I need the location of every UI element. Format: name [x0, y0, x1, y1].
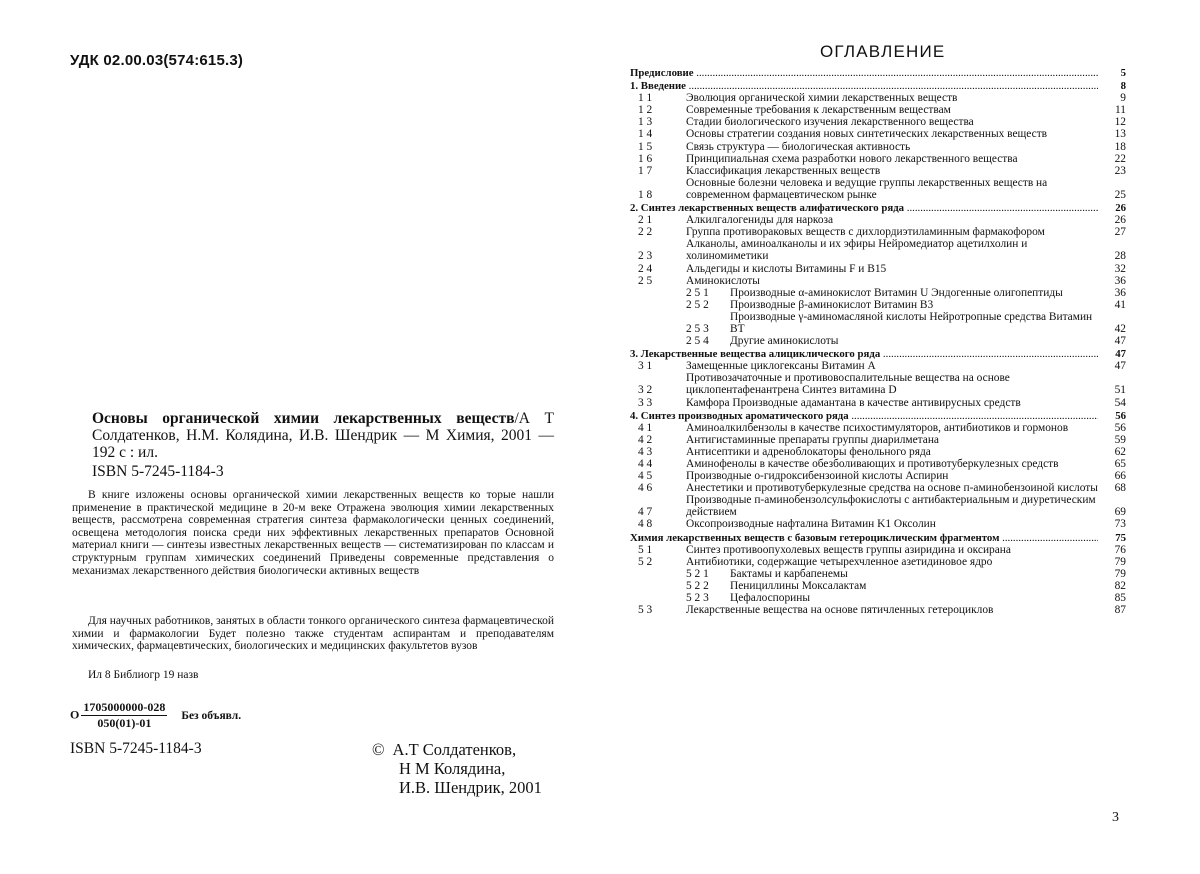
toc-entry-title: Связь структура — биологическая активность [686, 140, 911, 153]
toc-entry [630, 153, 1126, 165]
toc-entry-number: 2 5 3 [686, 322, 709, 335]
toc-entry [630, 226, 1126, 238]
toc-entry [630, 458, 1126, 470]
toc-entry-page: 73 [1114, 518, 1126, 531]
copyright-block [372, 740, 542, 797]
toc-entry-title: Лекарственные вещества на основе пятичленных гетероциклов [686, 604, 994, 617]
copyright-line-1: А.Т Солдатенков, [392, 740, 517, 759]
annotation-paragraph-2: Для научных работников, занятых в области тонкого органического синтеза фармацевтической химии и фармакологии Будет полезно также студентам аспирантам и преподавателям химических, фармацевтических, биологических и медицинских факультетов вузов [72, 615, 554, 653]
book-authors-publisher: /А Т Солдатенков, Н.М. Колядина, И.В. Шендрик — М Химия, 2001 — 192 с : ил. [92, 410, 554, 461]
toc-entry-title: Антисептики и адреноблокаторы фенольного ряда [686, 445, 931, 458]
toc-entry-number: 5 2 1 [686, 567, 709, 580]
bibliographic-record [92, 410, 554, 480]
toc-entry [630, 470, 1126, 482]
toc-entry-title: Производные β-аминокислот Витамин B3 [730, 298, 934, 311]
toc-entry-page: 5 [1120, 67, 1126, 79]
toc-entry-number: 4 6 [638, 482, 653, 495]
toc-entry [630, 372, 1126, 396]
toc-entry [630, 446, 1126, 458]
toc-entry-page: 9 [1120, 92, 1126, 105]
toc-entry-page: 75 [1115, 531, 1126, 544]
toc-entry-page: 12 [1114, 116, 1126, 129]
toc-entry-title: Алкилгалогениды для наркоза [686, 214, 834, 227]
toc-entry-title: Производные γ-аминомасляной кислоты Нейротропные средства Витамин BT [730, 310, 1093, 335]
toc-entry-page: 26 [1114, 214, 1126, 227]
code-denominator: 050(01)-01 [97, 716, 152, 730]
toc-entry [630, 202, 1126, 214]
book-title: Основы органической химии лекарственных веществ [92, 410, 515, 427]
toc-entry-number: 2 3 [638, 250, 653, 263]
toc-entry [630, 410, 1126, 422]
toc-entry-number: 3 1 [638, 360, 653, 373]
toc-entry-title: Антигистаминные препараты группы диарилметана [686, 433, 939, 446]
toc-entry [630, 177, 1126, 201]
toc-entry-page: 13 [1114, 128, 1126, 141]
toc-entry-number: 1 2 [638, 104, 653, 117]
toc-entry-number: 5 3 [638, 604, 653, 617]
toc-entry-number: 1 8 [638, 188, 653, 201]
toc-entry-title: Аминокислоты [686, 274, 760, 287]
toc-entry-number: 4 2 [638, 433, 653, 446]
publisher-code [70, 700, 241, 731]
toc-entry-page: 66 [1114, 470, 1126, 483]
toc-entry-title: Пенициллины Моксалактам [730, 579, 867, 592]
toc-entry-page: 56 [1115, 409, 1126, 422]
toc-entry-title: Анестетики и противотуберкулезные средства на основе п-аминобензоиной кислоты [686, 482, 1098, 495]
illustrations-count: Ил 8 Библиогр 19 назв [88, 669, 199, 681]
toc-entry [630, 238, 1126, 262]
table-of-contents [630, 66, 1126, 616]
toc-entry-number: 4 8 [638, 518, 653, 531]
toc-entry-number: 2 5 [638, 274, 653, 287]
toc-entry-number: 4 3 [638, 445, 653, 458]
copyright-line-3: И.В. Шендрик, 2001 [399, 778, 542, 797]
toc-entry-title: Основные болезни человека и ведущие группы лекарственных веществ на современном фармацевтическом рынке [686, 176, 1048, 201]
toc-entry-page: 25 [1114, 188, 1126, 201]
toc-entry-page: 62 [1114, 445, 1126, 458]
toc-entry-page: 59 [1114, 433, 1126, 446]
toc-entry [630, 348, 1126, 360]
toc-entry [630, 311, 1126, 335]
toc-entry [630, 544, 1126, 556]
udc-code: УДК 02.00.03(574:615.3) [70, 52, 244, 69]
toc-entry-title: 3. Лекарственные вещества алициклического ряда ..... [630, 348, 1098, 360]
toc-entry-page: 69 [1114, 506, 1126, 519]
toc-entry-title: Производные о-гидроксибензоиной кислоты Аспирин [686, 470, 949, 483]
toc-entry [630, 592, 1126, 604]
toc-entry [630, 80, 1126, 92]
toc-entry-number: 4 7 [638, 506, 653, 519]
toc-entry-title: Аминофенолы в качестве обезболивающих и противотуберкулезных средств [686, 458, 1059, 470]
toc-entry [630, 518, 1126, 530]
code-prefix: О [70, 707, 80, 722]
toc-entry-title: Эволюция органической химии лекарственных веществ [686, 92, 958, 105]
toc-entry [630, 214, 1126, 226]
toc-entry-page: 47 [1114, 335, 1126, 348]
toc-entry-number: 1 1 [638, 92, 653, 105]
toc-entry-title: 2. Синтез лекарственных веществ алифатического ряда ..... [630, 202, 1098, 214]
toc-entry-title: Производные α-аминокислот Витамин U Эндогенные олигопептиды [730, 286, 1063, 299]
toc-entry-number: 2 5 4 [686, 335, 709, 348]
toc-entry-page: 36 [1114, 286, 1126, 299]
toc-entry-number: 1 5 [638, 140, 653, 153]
toc-entry [630, 434, 1126, 446]
toc-entry-page: 36 [1114, 274, 1126, 287]
toc-entry-page: 47 [1115, 348, 1126, 361]
toc-entry-page: 68 [1114, 482, 1126, 495]
page-number: 3 [1112, 810, 1119, 825]
toc-entry-page: 65 [1114, 458, 1126, 470]
toc-entry-page: 87 [1114, 604, 1126, 617]
toc-entry-number: 5 2 2 [686, 579, 709, 592]
toc-entry-title: Камфора Производные адамантана в качестве антивирусных средств [686, 396, 1021, 409]
toc-entry [630, 397, 1126, 409]
toc-entry [630, 494, 1126, 518]
toc-entry-page: 32 [1114, 262, 1126, 275]
toc-entry-number: 5 2 [638, 555, 653, 568]
toc-entry [630, 580, 1126, 592]
toc-entry-page: 18 [1114, 140, 1126, 153]
toc-entry-page: 76 [1114, 543, 1126, 556]
toc-entry-page: 82 [1114, 579, 1126, 592]
code-fraction [81, 700, 167, 731]
toc-entry-title: Цефалоспорины [730, 592, 811, 605]
toc-entry-title: Стадии биологического изучения лекарственного вещества [686, 116, 974, 129]
toc-entry-number: 4 5 [638, 470, 653, 483]
toc-entry-number: 4 1 [638, 421, 653, 434]
isbn-bottom: ISBN 5-7245-1184-3 [70, 740, 202, 757]
toc-entry-page: 54 [1114, 396, 1126, 409]
toc-entry-title: Аминоалкилбензолы в качестве психостимуляторов, антибиотиков и гормонов [686, 421, 1069, 434]
toc-entry [630, 532, 1126, 544]
toc-entry-page: 11 [1115, 104, 1126, 117]
toc-entry-page: 79 [1114, 555, 1126, 568]
toc-entry [630, 116, 1126, 128]
toc-entry-number: 1 3 [638, 116, 653, 129]
toc-entry-page: 23 [1114, 164, 1126, 177]
copyright-symbol: © [372, 740, 385, 759]
toc-entry-page: 28 [1114, 250, 1126, 263]
toc-entry-title: Алканолы, аминоалканолы и их эфиры Нейромедиатор ацетилхолин и холиномиметики [686, 238, 1028, 263]
toc-entry [630, 275, 1126, 287]
toc-entry [630, 335, 1126, 347]
toc-entry-title: Производные п-аминобензолсульфокислоты с антибактериальным и диуретическим действием [686, 494, 1096, 519]
toc-entry-title: Другие аминокислоты [730, 335, 839, 348]
toc-entry-title: Антибиотики, содержащие четырехчленное азетидиновое ядро [686, 555, 993, 568]
toc-entry-title: Бактамы и карбапенемы [730, 567, 848, 580]
toc-entry-number: 1 6 [638, 152, 653, 165]
toc-entry-number: 1 4 [638, 128, 653, 141]
toc-entry-number: 3 3 [638, 396, 653, 409]
toc-entry-number: 2 1 [638, 214, 653, 227]
code-numerator: 1705000000-028 [83, 700, 166, 714]
code-note: Без объявл. [181, 709, 242, 722]
toc-entry [630, 104, 1126, 116]
toc-entry [630, 422, 1126, 434]
toc-title: ОГЛАВЛЕНИЕ [820, 42, 946, 61]
toc-entry-page: 56 [1114, 421, 1126, 434]
toc-entry [630, 604, 1126, 616]
toc-entry-page: 8 [1120, 80, 1126, 93]
annotation-paragraph-1: В книге изложены основы органической химии лекарственных веществ ко торые нашли применение в практической медицине в 20-м веке Отражена эволюция химии лекарственных веществ, рассмотрена современная стратегия синтеза фармакологически ценных соединений, освещена методология поиска среди них эффективных лекарственных препаратов Основной материал книги — синтезы известных лекарственных веществ — систематизирован по классам и структурным группам химических соединений Приведены современные представления о механизмах лекарственного действия биологически активных веществ [72, 489, 554, 577]
toc-entry-title: Современные требования к лекарственным веществам [686, 104, 951, 117]
toc-entry [630, 299, 1126, 311]
toc-entry-page: 26 [1115, 202, 1126, 215]
toc-entry-title: Альдегиды и кислоты Витамины F и B15 [686, 262, 887, 275]
toc-entry-number: 2 5 2 [686, 298, 709, 311]
toc-entry-title: 4. Синтез производных ароматического ряда ..... [630, 410, 1098, 422]
toc-entry [630, 165, 1126, 177]
toc-entry-number: 2 5 1 [686, 286, 709, 299]
toc-entry-page: 42 [1114, 322, 1126, 335]
isbn-record: ISBN 5-7245-1184-3 [92, 463, 224, 480]
toc-entry-page: 79 [1114, 567, 1126, 580]
toc-entry [630, 263, 1126, 275]
toc-entry-title: Противозачаточные и противовоспалительные вещества на основе циклопентафенантрена Синтез витамина D [686, 372, 1010, 397]
toc-entry-number: 5 2 3 [686, 592, 709, 605]
toc-entry [630, 67, 1126, 79]
toc-entry-page: 51 [1114, 384, 1126, 397]
toc-entry [630, 287, 1126, 299]
toc-entry-title: Основы стратегии создания новых синтетических лекарственных веществ [686, 128, 1048, 141]
toc-entry-page: 85 [1114, 592, 1126, 605]
toc-entry-title: Предисловие ..... [630, 67, 1098, 79]
toc-entry-page: 47 [1114, 360, 1126, 373]
toc-entry-title: Принципиальная схема разработки нового лекарственного вещества [686, 152, 1018, 165]
toc-entry-page: 41 [1114, 298, 1126, 311]
toc-entry [630, 482, 1126, 494]
toc-entry-page: 22 [1114, 152, 1126, 165]
toc-entry-title: Синтез противоопухолевых веществ группы азиридина и оксирана [686, 543, 1011, 556]
toc-entry-title: Классификация лекарственных веществ [686, 164, 881, 177]
toc-entry-title: 1. Введение ..... [630, 80, 1098, 92]
toc-entry-number: 5 1 [638, 543, 653, 556]
toc-entry-title: Группа противораковых веществ с дихлордиэтиламинным фармакофором [686, 226, 1045, 239]
toc-entry [630, 360, 1126, 372]
toc-entry-title: Химия лекарственных веществ с базовым гетероциклическим фрагментом ..... [630, 532, 1098, 544]
toc-entry [630, 568, 1126, 580]
toc-entry [630, 556, 1126, 568]
toc-entry-number: 4 4 [638, 458, 653, 470]
toc-entry-title: Замещенные циклогексаны Витамин А [686, 360, 876, 373]
toc-entry-number: 2 2 [638, 226, 653, 239]
toc-entry [630, 128, 1126, 140]
toc-entry-number: 1 7 [638, 164, 653, 177]
toc-entry [630, 92, 1126, 104]
toc-entry-title: Оксопроизводные нафталина Витамин K1 Оксолин [686, 518, 936, 531]
toc-entry [630, 141, 1126, 153]
toc-entry-number: 3 2 [638, 384, 653, 397]
toc-entry-number: 2 4 [638, 262, 653, 275]
copyright-line-2: Н М Колядина, [399, 759, 506, 778]
toc-entry-page: 27 [1114, 226, 1126, 239]
